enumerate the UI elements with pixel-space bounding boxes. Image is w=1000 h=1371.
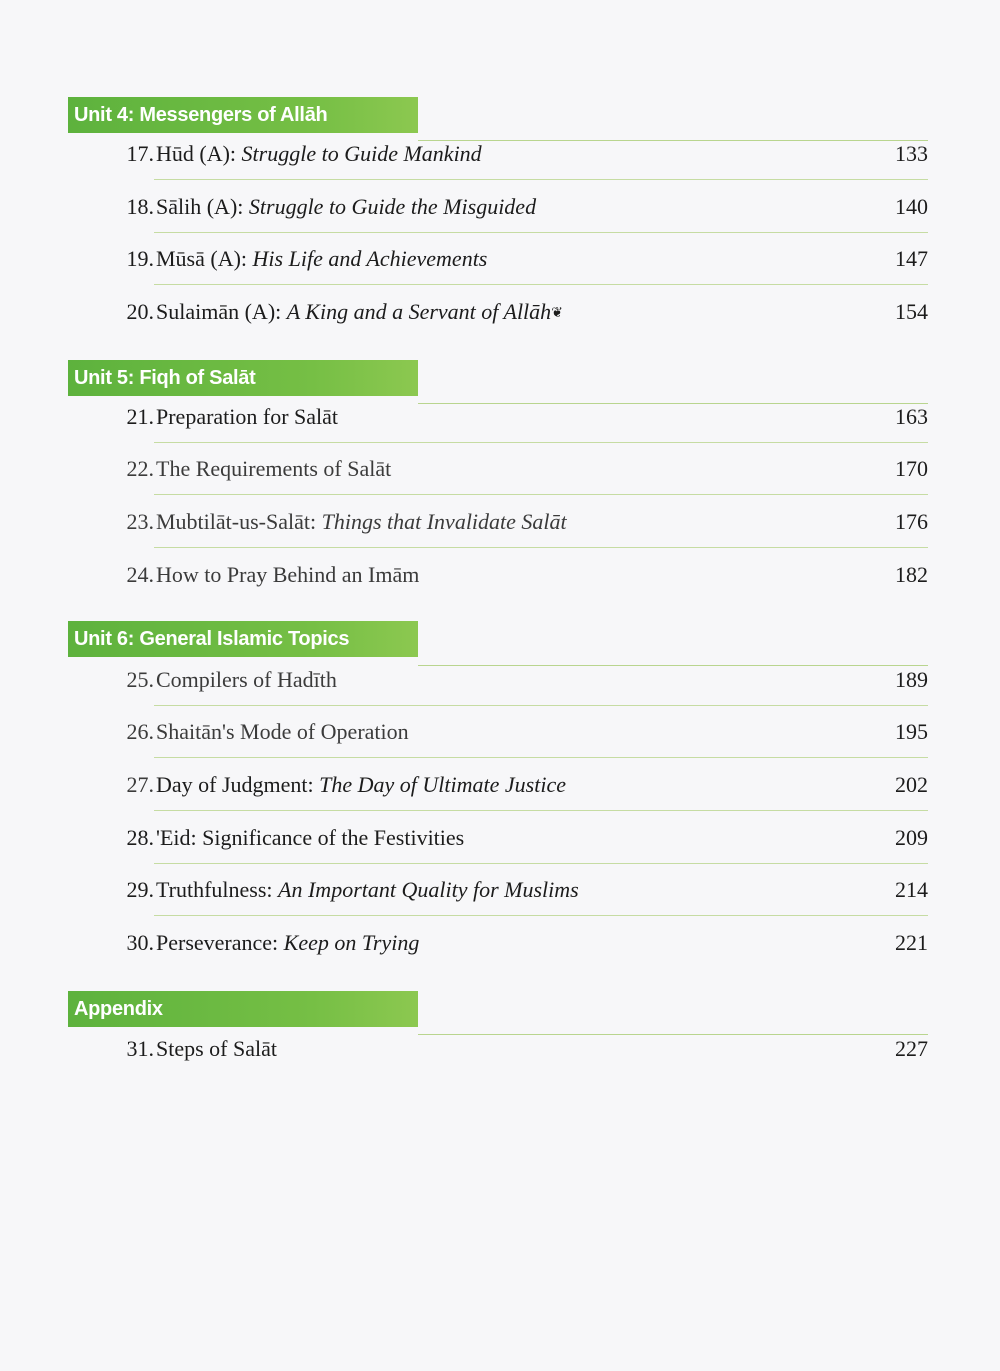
entry-page: 176	[895, 509, 928, 534]
entry-page: 195	[895, 719, 928, 744]
entry-subtitle: An Important Quality for Muslims	[278, 877, 579, 902]
entry-title: Sālih (A): Struggle to Guide the Misguided	[156, 194, 537, 219]
entry-number: 18.	[126, 194, 154, 219]
entry-number: 17.	[126, 141, 154, 166]
entry-rule	[154, 757, 928, 758]
entry-page: 140	[895, 194, 928, 219]
toc-entry-24[interactable]	[110, 549, 928, 601]
toc-entry-20[interactable]	[110, 286, 928, 338]
entry-page: 133	[895, 141, 928, 166]
entry-number: 22.	[126, 456, 154, 481]
entry-page: 227	[895, 1036, 928, 1061]
entry-page: 170	[895, 456, 928, 481]
entry-title: 'Eid: Significance of the Festivities	[156, 825, 465, 850]
unit-5-header: Unit 5: Fiqh of Salāt	[68, 360, 418, 396]
entry-page: 154	[895, 299, 928, 324]
entry-rule	[154, 494, 928, 495]
honorific-glyph-icon: ❦	[551, 305, 563, 321]
entry-title: Perseverance: Keep on Trying	[156, 930, 420, 955]
entry-title: Mūsā (A): His Life and Achievements	[156, 246, 488, 271]
entry-page: 221	[895, 930, 928, 955]
entry-title: Mubtilāt-us-Salāt: Things that Invalidate Salāt	[156, 509, 567, 534]
entry-rule	[154, 547, 928, 548]
entry-page: 189	[895, 667, 928, 692]
entry-title: Hūd (A): Struggle to Guide Mankind	[156, 141, 482, 166]
entry-title: How to Pray Behind an Imām	[156, 562, 420, 587]
entry-page: 214	[895, 877, 928, 902]
toc-entry-21[interactable]	[110, 391, 928, 443]
entry-page: 182	[895, 562, 928, 587]
appendix-header: Appendix	[68, 991, 418, 1027]
entry-title: Shaitān's Mode of Operation	[156, 719, 409, 744]
toc-entry-17[interactable]	[110, 128, 928, 180]
entry-rule	[154, 179, 928, 180]
entry-subtitle: Keep on Trying	[283, 930, 420, 955]
toc-entry-25[interactable]	[110, 654, 928, 706]
toc-entry-26[interactable]	[110, 706, 928, 758]
toc-entry-22[interactable]	[110, 443, 928, 495]
unit-6-header: Unit 6: General Islamic Topics	[68, 621, 418, 657]
entry-title: Steps of Salāt	[156, 1036, 277, 1061]
entry-number: 23.	[126, 509, 154, 534]
entry-title: Compilers of Hadīth	[156, 667, 337, 692]
toc-entry-29[interactable]	[110, 864, 928, 916]
toc-entry-28[interactable]	[110, 812, 928, 864]
toc-entry-31[interactable]	[110, 1023, 928, 1075]
entry-rule	[154, 284, 928, 285]
entry-number: 20.	[126, 299, 154, 324]
entry-title: The Requirements of Salāt	[156, 456, 392, 481]
entry-number: 21.	[126, 404, 154, 429]
toc-entry-23[interactable]	[110, 496, 928, 548]
entry-number: 31.	[126, 1036, 154, 1061]
entry-subtitle: Things that Invalidate Salāt	[321, 509, 567, 534]
entry-subtitle: His Life and Achievements	[252, 246, 488, 271]
entry-subtitle: Struggle to Guide the Misguided	[248, 194, 537, 219]
entry-subtitle: The Day of Ultimate Justice	[319, 772, 566, 797]
entry-rule	[154, 915, 928, 916]
entry-title: Sulaimān (A): A King and a Servant of Allāh❦	[156, 299, 563, 324]
entry-rule	[154, 810, 928, 811]
entry-number: 27.	[126, 772, 154, 797]
entry-number: 30.	[126, 930, 154, 955]
entry-number: 26.	[126, 719, 154, 744]
entry-number: 24.	[126, 562, 154, 587]
entry-title: Day of Judgment: The Day of Ultimate Justice	[156, 772, 566, 797]
entry-page: 163	[895, 404, 928, 429]
entry-number: 28.	[126, 825, 154, 850]
entry-page: 202	[895, 772, 928, 797]
entry-subtitle: A King and a Servant of Allāh	[286, 299, 552, 324]
entry-title: Preparation for Salāt	[156, 404, 339, 429]
entry-number: 25.	[126, 667, 154, 692]
entry-subtitle: Struggle to Guide Mankind	[241, 141, 482, 166]
toc-entry-19[interactable]	[110, 233, 928, 285]
unit-4-header: Unit 4: Messengers of Allāh	[68, 97, 418, 133]
toc-entry-18[interactable]	[110, 181, 928, 233]
entry-number: 29.	[126, 877, 154, 902]
entry-number: 19.	[126, 246, 154, 271]
toc-entry-27[interactable]	[110, 759, 928, 811]
toc-entry-30[interactable]	[110, 917, 928, 969]
entry-page: 147	[895, 246, 928, 271]
entry-title: Truthfulness: An Important Quality for Muslims	[156, 877, 579, 902]
entry-page: 209	[895, 825, 928, 850]
